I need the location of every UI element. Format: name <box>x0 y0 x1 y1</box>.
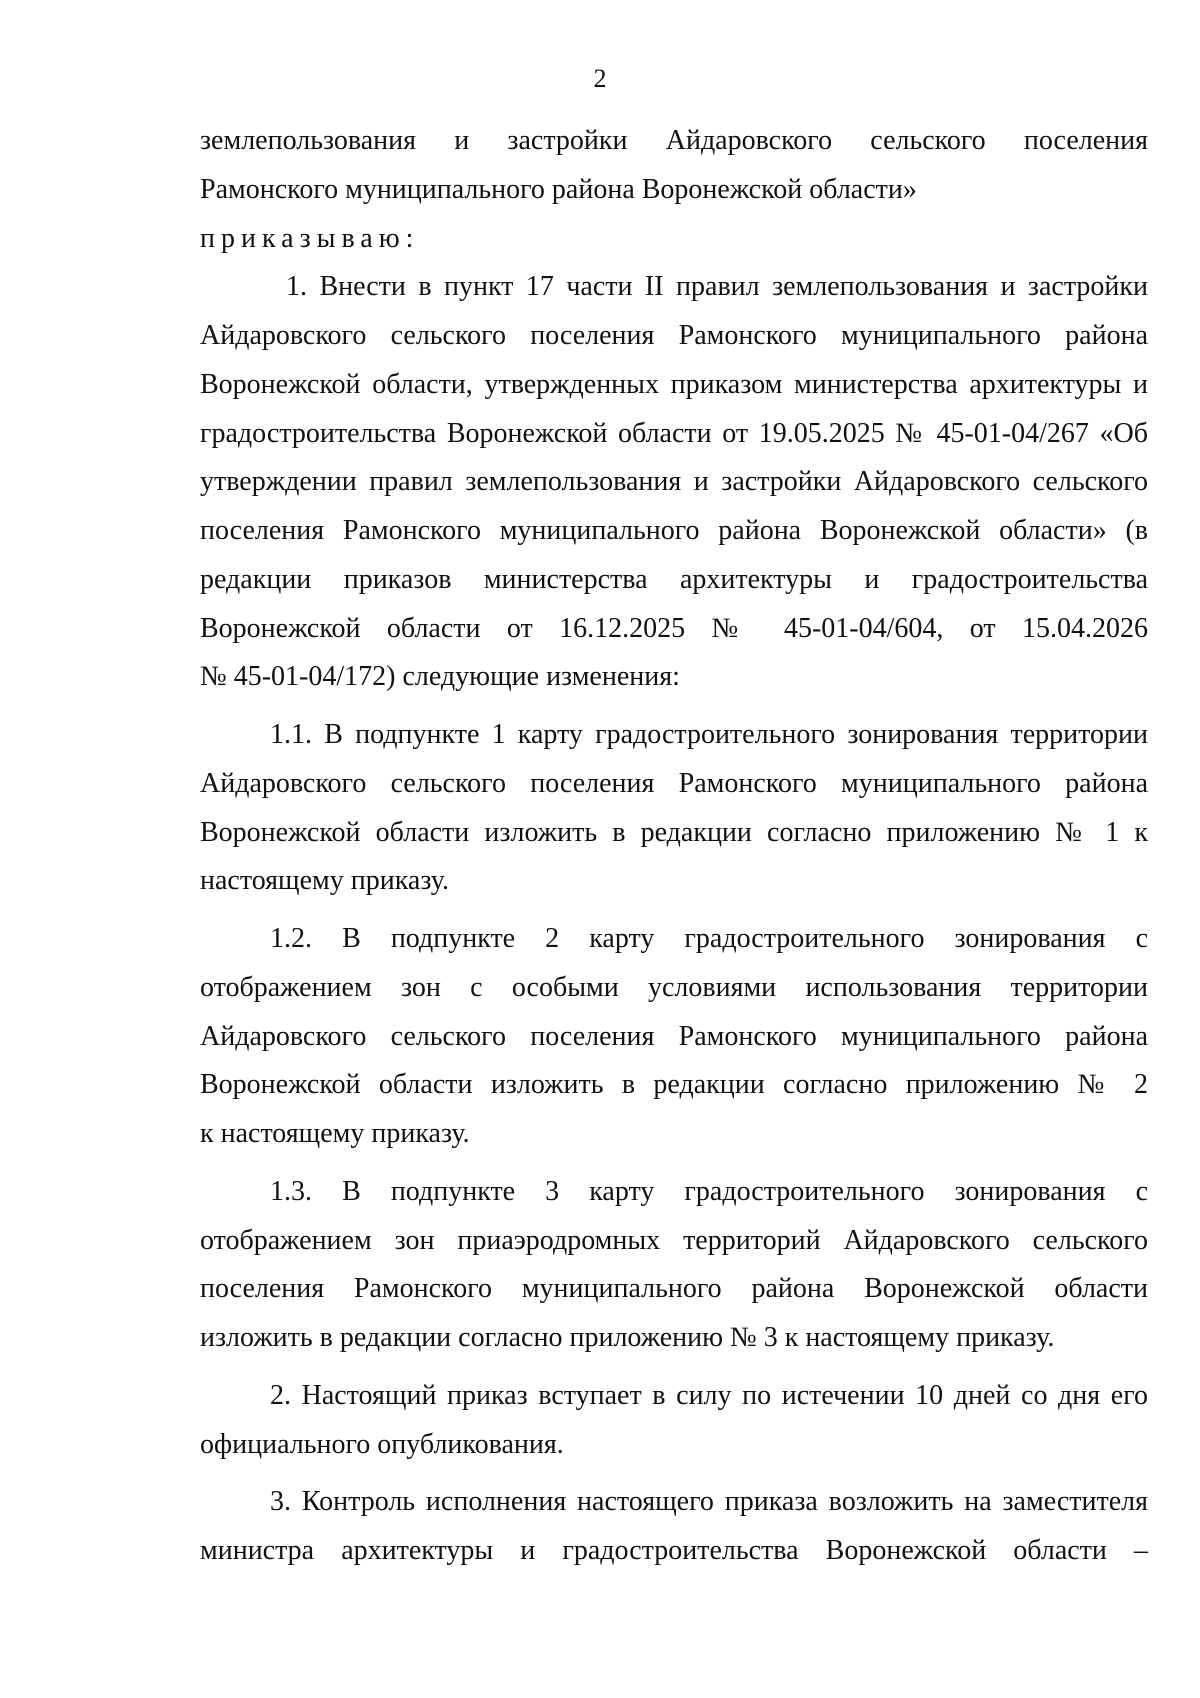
text-line: Рамонского муниципального района Воронежской области» <box>200 173 917 205</box>
text-line: 1. Внести в пункт 17 части II правил землепользования и застройки <box>286 271 1148 303</box>
text-line: 1.1. В подпункте 1 карту градостроительного зонирования территории <box>270 719 1148 750</box>
text-line: официального опубликования. <box>200 1428 564 1460</box>
text-line: поселения Рамонского муниципального района Воронежской области <box>200 1273 1148 1305</box>
text-line: Воронежской области изложить в редакции согласно приложению № 1 к <box>200 816 1148 848</box>
text-line: изложить в редакции согласно приложению № 3 к настоящему приказу. <box>200 1322 1055 1353</box>
document-body <box>200 117 1148 1576</box>
text-line: 2. Настоящий приказ вступает в силу по истечении 10 дней со дня его <box>270 1379 1148 1411</box>
text-line: 1.2. В подпункте 2 карту градостроительного зонирования с <box>270 923 1148 954</box>
text-line: утверждении правил землепользования и застройки Айдаровского сельского <box>200 466 1148 498</box>
text-line: приказываю: <box>200 222 420 254</box>
text-line: Воронежской области от 16.12.2025 № 45-01-04/604, от 15.04.2026 <box>200 612 1148 644</box>
text-line: 3. Контроль исполнения настоящего приказа возложить на заместителя <box>270 1486 1148 1518</box>
text-line: 1.3. В подпункте 3 карту градостроительного зонирования с <box>270 1175 1148 1207</box>
text-line: отображением зон с особыми условиями использования территории <box>200 971 1148 1003</box>
paragraph-gap <box>200 1363 1148 1372</box>
text-line: Воронежской области изложить в редакции согласно приложению № 2 <box>200 1069 1148 1101</box>
text-line: поселения Рамонского муниципального района Воронежской области» (в <box>200 515 1148 546</box>
text-line: № 45-01-04/172) следующие изменения: <box>200 661 680 693</box>
text-line: градостроительства Воронежской области от 19.05.2025 № 45-01-04/267 «Об <box>200 417 1148 449</box>
text-line: Айдаровского сельского поселения Рамонского муниципального района <box>200 320 1148 351</box>
paragraph-gap <box>200 702 1148 711</box>
page-number: 2 <box>593 64 607 93</box>
text-line: министра архитектуры и градостроительства Воронежской области – <box>200 1535 1148 1566</box>
text-line: Айдаровского сельского поселения Рамонского муниципального района <box>200 767 1148 799</box>
paragraph-gap <box>200 1159 1148 1168</box>
paragraph-gap <box>200 906 1148 915</box>
text-line: отображением зон приаэродромных территорий Айдаровского сельского <box>200 1224 1148 1256</box>
text-line: к настоящему приказу. <box>200 1118 470 1149</box>
text-line: Воронежской области, утвержденных приказом министерства архитектуры и <box>200 368 1148 400</box>
text-line: настоящему приказу. <box>200 865 450 897</box>
paragraph-gap <box>200 1469 1148 1478</box>
text-line: редакции приказов министерства архитектуры и градостроительства <box>200 563 1148 595</box>
text-line: землепользования и застройки Айдаровского сельского поселения <box>200 125 1148 156</box>
text-line: Айдаровского сельского поселения Рамонского муниципального района <box>200 1020 1148 1052</box>
